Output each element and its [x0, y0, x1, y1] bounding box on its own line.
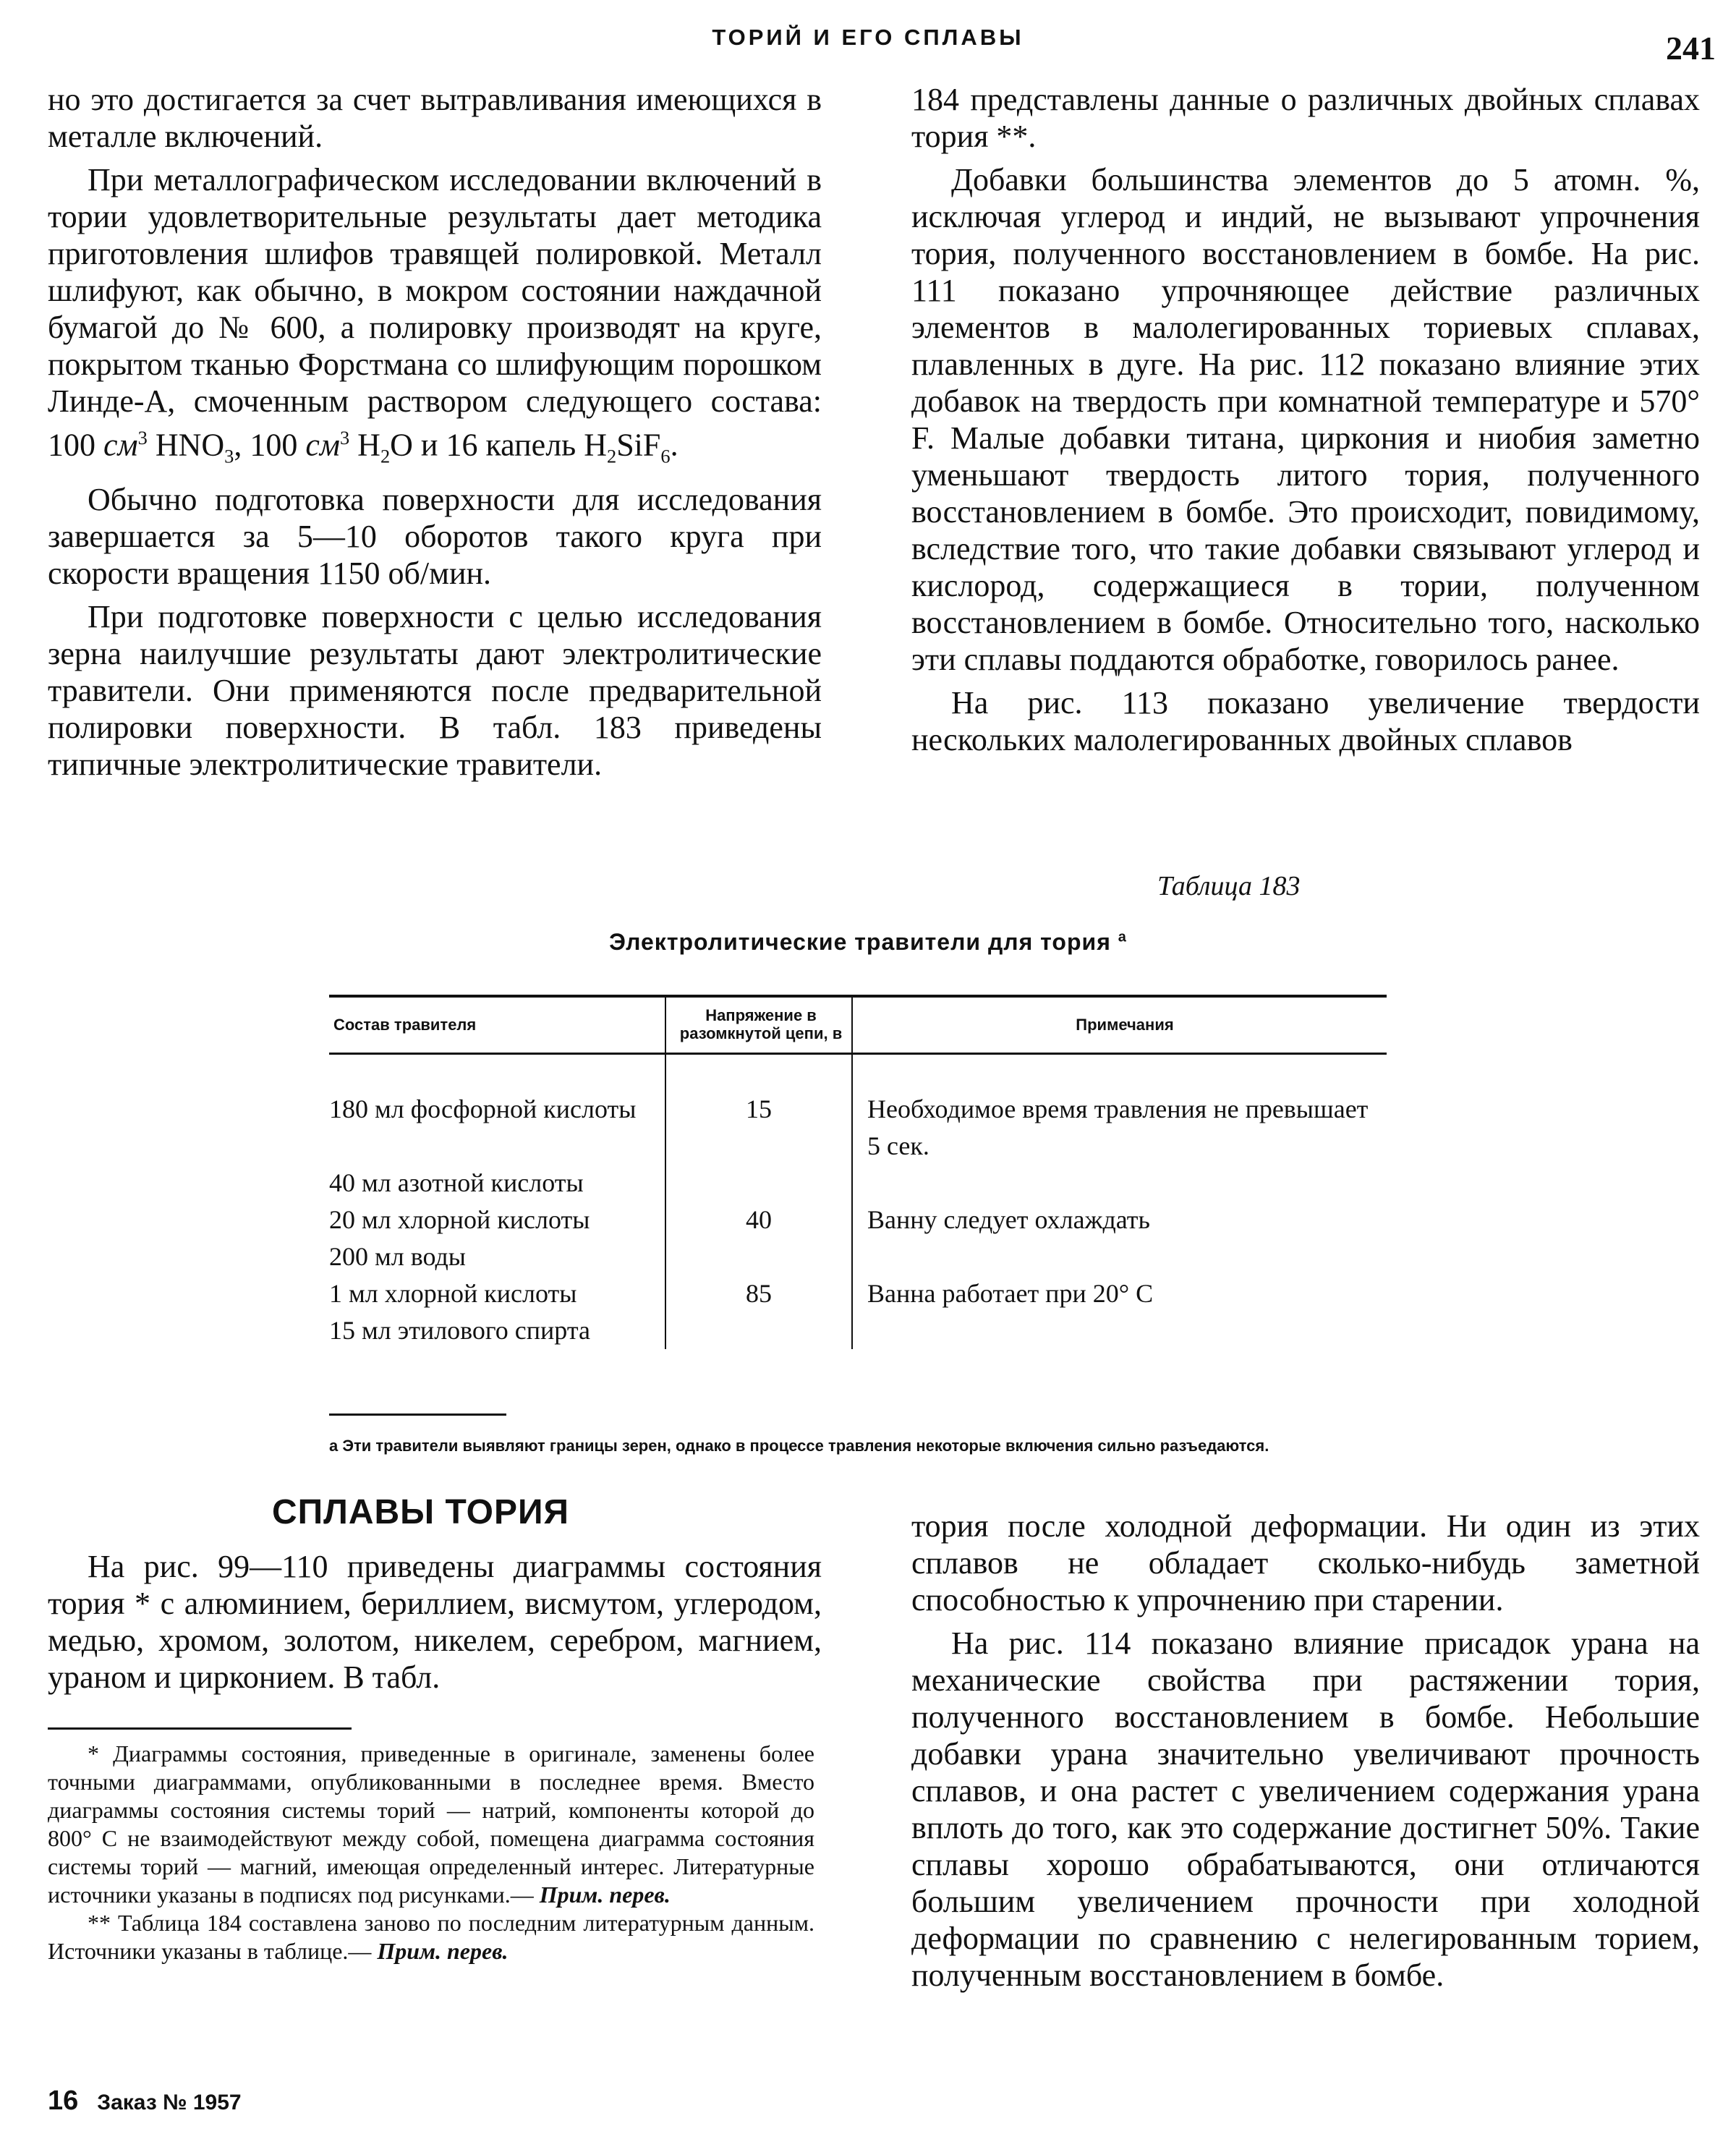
paragraph: Обычно подготовка поверхности для исследования завершается за 5—10 оборотов такого круга при скорости вращения 1150 об/мин. [48, 482, 822, 592]
column-header-voltage: Напряжение в разомкнутой цепи, в [665, 996, 852, 1054]
table-row: 20 мл хлорной кислоты 40 Ванну следует охлаждать [329, 1202, 1387, 1238]
sheet-number: 16 [48, 2086, 79, 2116]
paragraph: На рис. 114 показано влияние присадок урана на механические свойства при растяжении тория, полученного восстановлением в бомбе. Небольшие добавки урана значительно увеличивают прочность сплавов, и она растет с увеличением содержания урана вплоть до того, как это содержание достигнет 50%. Такие сплавы хорошо обрабатываются, они отличаются большим увеличением прочности при холодной деформации по сравнению с нелегированным торием, полученным восстановлением в бомбе. [911, 1625, 1700, 1993]
paragraph: тория после холодной деформации. Ни один из этих сплавов не обладает сколько-нибудь заметной способностью к упрочнению при старении. [911, 1508, 1700, 1617]
text-column-top-right [911, 81, 1700, 758]
section-heading: СПЛАВЫ ТОРИЯ [272, 1493, 569, 1531]
table-footnote: а Эти травители выявляют границы зерен, однако в процессе травления некоторые включения сильно разъедаются. [329, 1437, 1269, 1455]
footnote-1: * Диаграммы состояния, приведенные в оригинале, заменены более точными диаграммами, опубликованными в последнее время. Вместо диаграммы состояния системы торий — натрий, компоненты которой до 800° С не взаимодействуют между собой, помещена диаграмма состояния системы торий — магний, имеющая определенный интерес. Литературные источники указаны в подписях под рисунками.— Прим. перев. [48, 1740, 814, 1908]
text-column-top-left [48, 81, 822, 783]
paragraph: Добавки большинства элементов до 5 атомн. %, исключая углерод и индий, не вызывают упрочнения тория, полученного восстановлением в бомбе. На рис. 111 показано упрочняющее действие различных элементов в малолегированных ториевых сплавах, плавленных в дуге. На рис. 112 показано влияние этих добавок на твердость при комнатной температуре и 570° F. Малые добавки титана, циркония и ниобия заметно уменьшают твердость литого тория, полученного восстановлением в бомбе. Это происходит, повидимому, вследствие того, что такие добавки связывают углерод и кислород, содержащиеся в тории, полученном восстановлением в бомбе. Относительно того, насколько эти сплавы поддаются обработке, говорилось ранее. [911, 162, 1700, 677]
table-row: 200 мл воды [329, 1238, 1387, 1275]
paragraph: На рис. 113 показано увеличение твердости нескольких малолегированных двойных сплавов [911, 685, 1700, 757]
table-row: 180 мл фосфорной кислоты 15 Необходимое время травления не превышает 5 сек. [329, 1054, 1387, 1165]
running-title: ТОРИЙ И ЕГО СПЛАВЫ [712, 25, 1024, 50]
page-number: 241 [1666, 30, 1716, 67]
paragraph: 184 представлены данные о различных двойных сплавах тория **. [911, 82, 1700, 154]
table-row: 15 мл этилового спирта [329, 1312, 1387, 1349]
column-header-composition: Состав травителя [329, 996, 665, 1054]
footnotes [48, 1740, 814, 1965]
table-footnote-rule [329, 1414, 506, 1416]
column-header-notes: Примечания [852, 996, 1387, 1054]
table-title: Электролитические травители для тория $^а$ [609, 929, 1127, 955]
paragraph: При подготовке поверхности с целью исследования зерна наилучшие результаты дают электролитические травители. Они применяются после предварительной полировки поверхности. В табл. 183 приведены типичные электролитические травители. [48, 599, 822, 783]
text-column-bottom-right [911, 1508, 1700, 1994]
paragraph-polishing: При металлографическом исследовании включений в тории удовлетворительные результаты дает методика приготовления шлифов травящей полировкой. Металл шлифуют, как обычно, в мокром состоянии наждачной бумагой до № 600, а полировку производят на круге, покрытом тканью Форстмана со шлифующим порошком Линде-А, смоченным раствором следующего состава: 100 $см^3$ $HNO_3$, 100 $см^3$ $H_2O$ и 16 капель $H_2SiF_6$. [48, 162, 822, 467]
footnote-rule [48, 1727, 352, 1730]
paragraph: На рис. 99—110 приведены диаграммы состояния тория * с алюминием, бериллием, висмутом, углеродом, медью, хромом, золотом, никелем, серебром, магнием, ураном и цирконием. В табл. [48, 1549, 822, 1695]
footnote-2: ** Таблица 184 составлена заново по последним литературным данным. Источники указаны в таблице.— Прим. перев. [48, 1910, 814, 1964]
text-column-bottom-left [48, 1548, 822, 1696]
paragraph: но это достигается за счет вытравливания имеющихся в металле включений. [48, 82, 822, 154]
table-title-footnote-mark: а [1118, 929, 1127, 945]
printer-signature [48, 2086, 242, 2117]
etchants-table [329, 995, 1387, 1349]
table-row: 40 мл азотной кислоты [329, 1165, 1387, 1202]
table-caption: Таблица 183 [1157, 871, 1301, 901]
table-row: 1 мл хлорной кислоты 85 Ванна работает при 20° С [329, 1275, 1387, 1312]
order-number: Заказ № 1957 [97, 2091, 242, 2114]
